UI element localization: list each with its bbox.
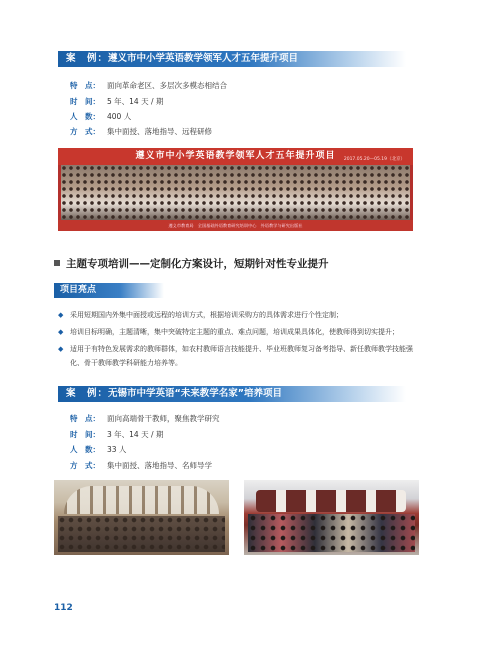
highlight-text: 培训目标明确，主题清晰，集中突破特定主题的重点、难点问题，培训成果具体化，使教师得到切实提升；	[70, 328, 399, 336]
case1-row-value: 400 人	[107, 112, 132, 121]
case1-row-key: 时 间：	[70, 97, 100, 106]
photo-people	[58, 516, 225, 552]
case2-row-key: 人 数：	[70, 445, 100, 454]
highlight-text: 适用于有特色发展需求的教师群体，如农村教师语言技能提升、毕业班教师复习备考指导、新任教师教学技能强化、骨干教师教学科研能力培养等。	[70, 345, 413, 367]
case2-row-key: 时 间：	[70, 430, 100, 439]
case2-row-value: 面向高端骨干教师，聚焦教学研究	[107, 414, 220, 423]
photo-banner	[58, 148, 413, 165]
case2-photo-building	[244, 480, 419, 555]
highlight-text: 采用短期国内外集中面授或远程的培训方式，根据培训采购方的具体需求进行个性定制；	[70, 311, 343, 319]
diamond-bullet-icon: ◆	[58, 345, 64, 353]
photo-banner-title: 遵义市中小学英语教学领军人才五年提升项目	[135, 151, 336, 161]
case2-row-method	[70, 460, 212, 471]
case2-row-feature	[70, 413, 220, 424]
highlights-header: 项目亮点	[54, 283, 164, 298]
case1-row-feature	[70, 80, 227, 91]
highlight-item	[58, 342, 423, 370]
case1-row-key: 方 式：	[70, 127, 100, 136]
case1-row-key: 人 数：	[70, 112, 100, 121]
case1-row-value: 5 年、14 天 / 期	[107, 97, 164, 106]
photo-footer: 遵义市教育局 全国基础外语教育研究培训中心 外语教学与研究出版社	[58, 220, 413, 231]
highlight-item	[58, 308, 423, 322]
section-title-text: 主题专项培训——定制化方案设计，短期针对性专业提升	[66, 258, 329, 270]
diamond-bullet-icon: ◆	[58, 311, 64, 319]
case1-row-value: 集中面授、落地指导、远程研修	[107, 127, 212, 136]
case1-row-time	[70, 96, 163, 107]
case1-row-value: 面向革命老区、多层次多模态相结合	[107, 81, 227, 90]
photo-crowd	[61, 165, 410, 220]
square-bullet-icon	[54, 260, 60, 266]
photo-people	[248, 514, 415, 552]
highlight-item	[58, 325, 423, 339]
case2-label: 案 例：	[66, 388, 109, 399]
case2-row-key: 方 式：	[70, 461, 100, 470]
case2-photo-amphitheater	[54, 480, 229, 555]
case1-label: 案 例：	[66, 53, 109, 64]
page-number: 112	[54, 603, 73, 613]
case1-group-photo	[58, 148, 413, 231]
case2-header	[58, 386, 406, 402]
case1-row-key: 特 点：	[70, 81, 100, 90]
section-heading	[54, 256, 329, 271]
photo-architecture	[64, 486, 219, 514]
case2-row-time	[70, 429, 163, 440]
case2-row-value: 33 人	[107, 445, 127, 454]
photo-architecture	[256, 490, 406, 512]
case2-row-value: 3 年、14 天 / 期	[107, 430, 164, 439]
case1-header	[58, 51, 406, 67]
case2-row-value: 集中面授、落地指导、名师导学	[107, 461, 212, 470]
case2-row-count	[70, 444, 126, 455]
photo-banner-date: 2017.05.20—05.19（北京）	[343, 157, 405, 162]
case1-title: 遵义市中小学英语教学领军人才五年提升项目	[108, 53, 299, 64]
case2-row-key: 特 点：	[70, 414, 100, 423]
case1-row-method	[70, 126, 212, 137]
case1-row-count	[70, 111, 131, 122]
case2-title: 无锡市中学英语“未来教学名家”培养项目	[108, 388, 283, 399]
diamond-bullet-icon: ◆	[58, 328, 64, 336]
